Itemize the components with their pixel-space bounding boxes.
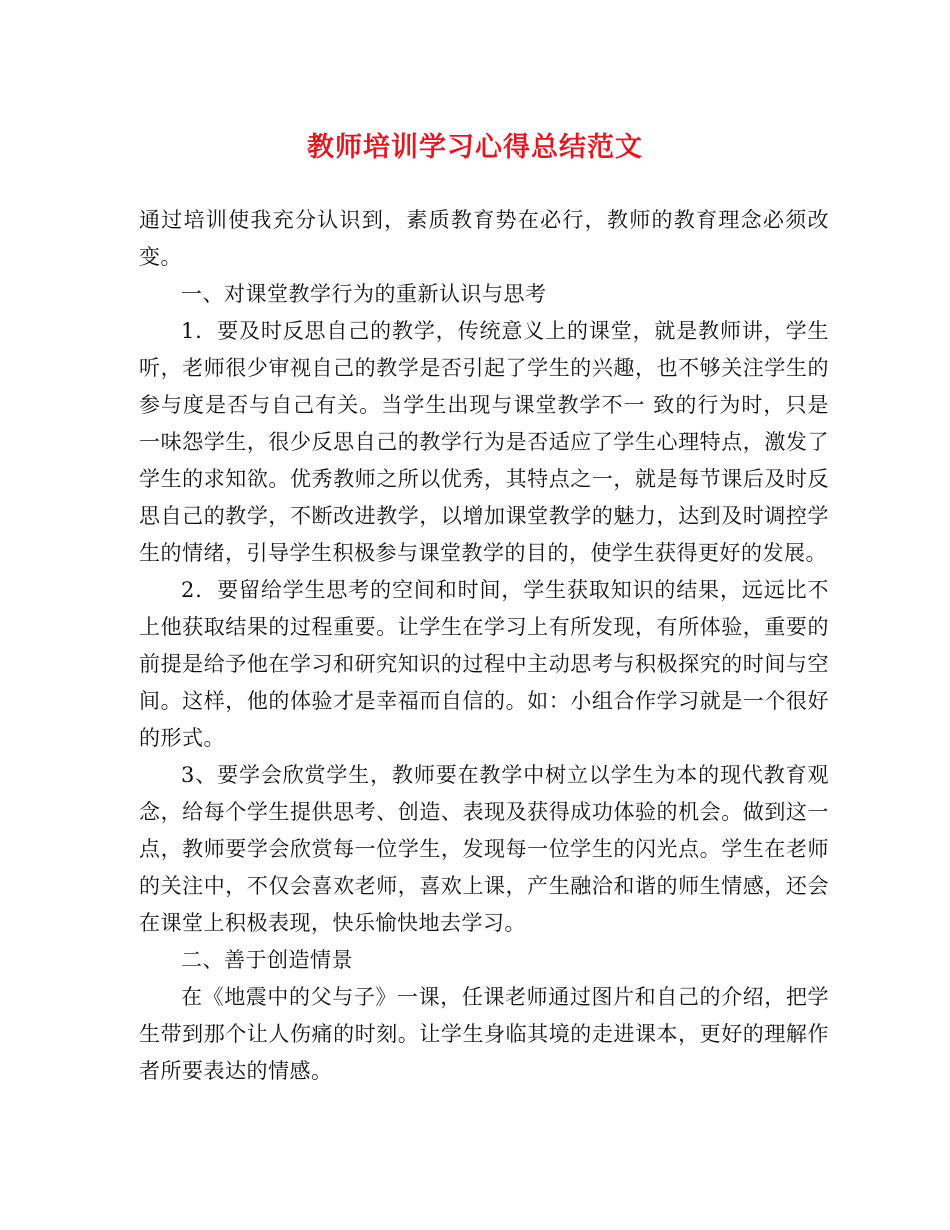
section-heading-2: 二、善于创造情景 xyxy=(181,948,353,972)
paragraph-point-3: 3、要学会欣赏学生，教师要在教学中树立以学生为本的现代教育观念，给每个学生提供思考、创造、表现及获得成功体验的机会。做到这一点，教师要学会欣赏每一位学生，发现每一位学生的闪光点。学生在老师的关注中，不仅会喜欢老师，喜欢上课，产生融洽和谐的师生情感，还会在课堂上积极表现，快乐愉快地去学习。 xyxy=(139,763,829,935)
section-heading-1: 一、对课堂教学行为的重新认识与思考 xyxy=(181,282,547,306)
paragraph-intro: 通过培训使我充分认识到，素质教育势在必行，教师的教育理念必须改变。 xyxy=(139,208,829,269)
paragraph-point-2: 2．要留给学生思考的空间和时间，学生获取知识的结果，远远比不上他获取结果的过程重要。让学生在学习上有所发现，有所体验，重要的前提是给予他在学习和研究知识的过程中主动思考与积极探究的时间与空间。这样，他的体验才是幸福而自信的。如：小组合作学习就是一个很好的形式。 xyxy=(139,578,829,750)
paragraph-example: 在《地震中的父与子》一课，任课老师通过图片和自己的介绍，把学生带到那个让人伤痛的时刻。让学生身临其境的走进课本，更好的理解作者所要表达的情感。 xyxy=(139,985,829,1083)
document-body xyxy=(139,202,829,1090)
paragraph-point-1: 1．要及时反思自己的教学，传统意义上的课堂，就是教师讲，学生听，老师很少审视自己的教学是否引起了学生的兴趣，也不够关注学生的参与度是否与自己有关。当学生出现与课堂教学不一 致的行为时，只是一味怨学生，很少反思自己的教学行为是否适应了学生心理特点，激发了学生的求知欲。优秀教师之所以优秀，其特点之一，就是每节课后及时反思自己的教学，不断改进教学，以增加课堂教学的魅力，达到及时调控学生的情绪，引导学生积极参与课堂教学的目的，使学生获得更好的发展。 xyxy=(139,319,829,565)
document-title: 教师培训学习心得总结范文 xyxy=(307,132,643,163)
